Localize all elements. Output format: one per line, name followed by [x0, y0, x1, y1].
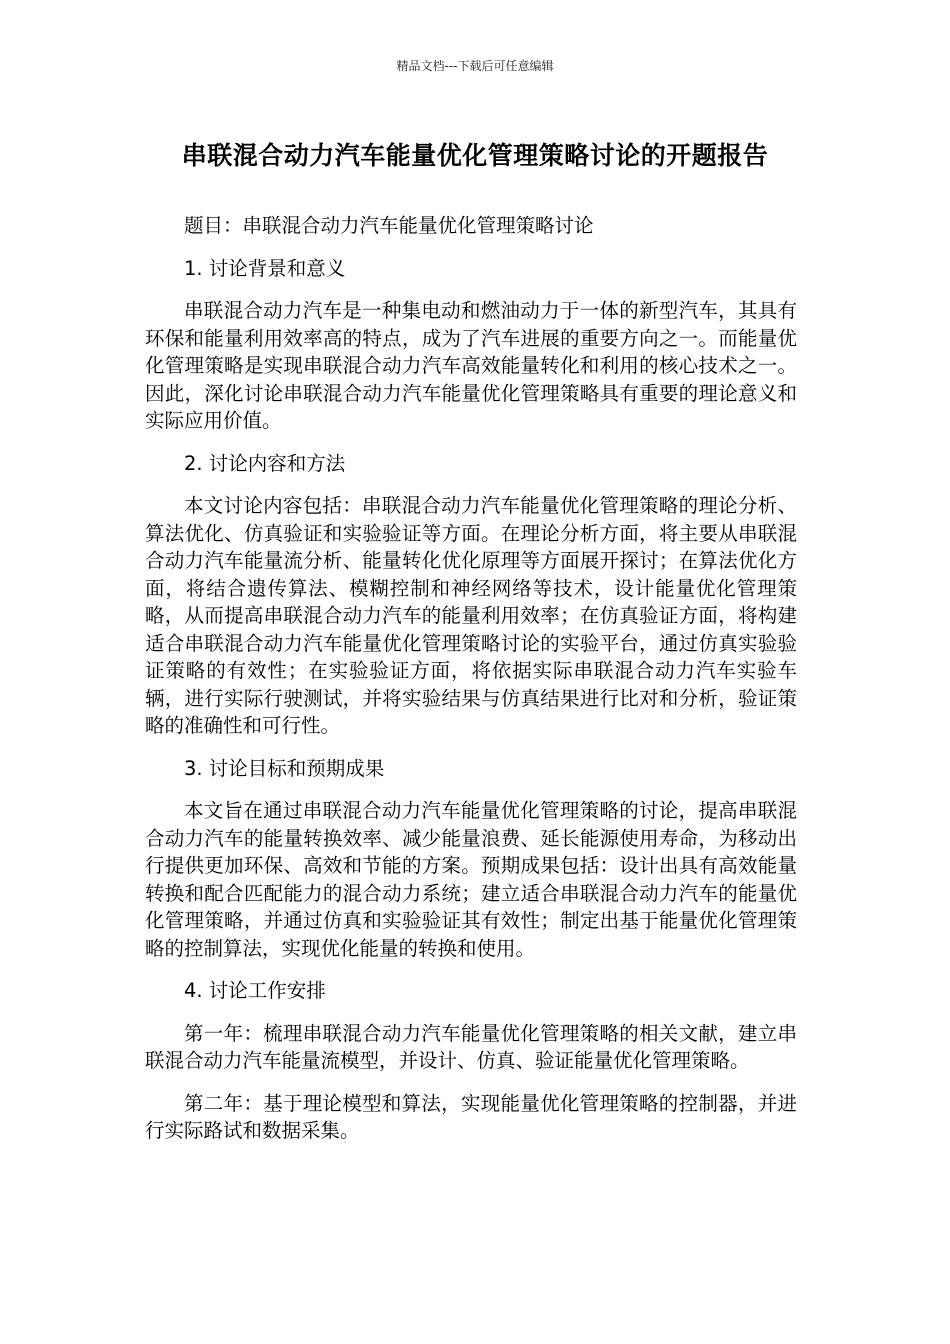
section-heading-1: 1. 讨论背景和意义 — [184, 256, 346, 280]
document-title: 串联混合动力汽车能量优化管理策略讨论的开题报告 — [181, 141, 769, 170]
section-1-paragraph: 串联混合动力汽车是一种集电动和燃油动力于一体的新型汽车，其具有环保和能量利用效率高的特点，成为了汽车进展的重要方向之一。而能量优化管理策略是实现串联混合动力汽车高效能量转化和利用的核心技术之一。因此，深化讨论串联混合动力汽车能量优化管理策略具有重要的理论意义和实际应用价值。 — [145, 299, 797, 432]
section-4-paragraph-year-1: 第一年：梳理串联混合动力汽车能量优化管理策略的相关文献，建立串联混合动力汽车能量流模型，并设计、仿真、验证能量优化管理策略。 — [145, 1021, 797, 1072]
section-heading-4: 4. 讨论工作安排 — [184, 979, 326, 1002]
header-note: 精品文档---下载后可任意编辑 — [396, 59, 554, 73]
section-heading-2: 2. 讨论内容和方法 — [184, 451, 346, 475]
section-2-paragraph: 本文讨论内容包括：串联混合动力汽车能量优化管理策略的理论分析、算法优化、仿真验证和实验验证等方面。在理论分析方面，将主要从串联混合动力汽车能量流分析、能量转化优化原理等方面展开探讨；在算法优化方面，将结合遗传算法、模糊控制和神经网络等技术，设计能量优化管理策略，从而提高串联混合动力汽车的能量利用效率；在仿真验证方面，将构建适合串联混合动力汽车能量优化管理策略讨论的实验平台，通过仿真实验验证策略的有效性；在实验验证方面，将依据实际串联混合动力汽车实验车辆，进行实际行驶测试，并将实验结果与仿真结果进行比对和分析，验证策略的准确性和可行性。 — [145, 494, 797, 737]
section-heading-3: 3. 讨论目标和预期成果 — [184, 756, 385, 780]
section-4-paragraph-year-2: 第二年：基于理论模型和算法，实现能量优化管理策略的控制器，并进行实际路试和数据采集。 — [145, 1091, 797, 1142]
section-3-paragraph: 本文旨在通过串联混合动力汽车能量优化管理策略的讨论，提高串联混合动力汽车的能量转换效率、减少能量浪费、延长能源使用寿命，为移动出行提供更加环保、高效和节能的方案。预期成果包括：设计出具有高效能量转换和配合匹配能力的混合动力系统；建立适合串联混合动力汽车的能量优化管理策略，并通过仿真和实验验证其有效性；制定出基于能量优化管理策略的控制算法，实现优化能量的转换和使用。 — [145, 799, 797, 960]
document-body — [145, 212, 797, 1160]
topic-line: 题目：串联混合动力汽车能量优化管理策略讨论 — [184, 214, 594, 237]
